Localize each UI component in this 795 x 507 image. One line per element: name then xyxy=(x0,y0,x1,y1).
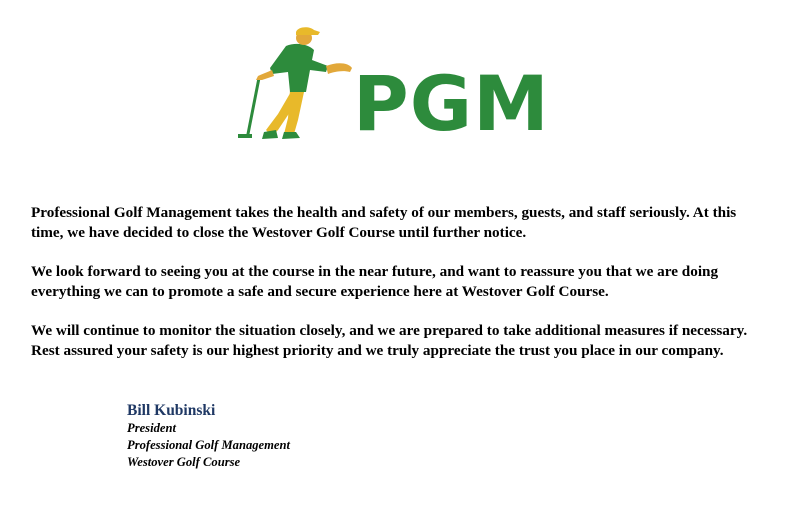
paragraph: We look forward to seeing you at the course in the near future, and want to reassure you that we are doing everything we can to promote a safe and secure experience here at Westover Golf Course. xyxy=(31,263,719,300)
letter-body xyxy=(31,203,771,381)
paragraph: Professional Golf Management takes the health and safety of our members, guests, and staff seriously. At this time, we have decided to close the Westover Golf Course until further notice. xyxy=(31,204,737,241)
paragraph: We will continue to monitor the situation closely, and we are prepared to take additional measures if necessary. Rest assured your safety is our highest priority and we truly appreciate the trust you place in our company. xyxy=(31,322,748,359)
brand-text: PGM xyxy=(353,59,550,148)
signer-location: Westover Golf Course xyxy=(127,455,241,469)
signer-title: President xyxy=(127,421,176,435)
signer-name: Bill Kubinski xyxy=(127,402,216,419)
signature-block xyxy=(127,401,290,471)
signer-organization: Professional Golf Management xyxy=(127,438,291,452)
golfer-icon xyxy=(232,26,357,146)
pgm-logo xyxy=(232,26,552,151)
